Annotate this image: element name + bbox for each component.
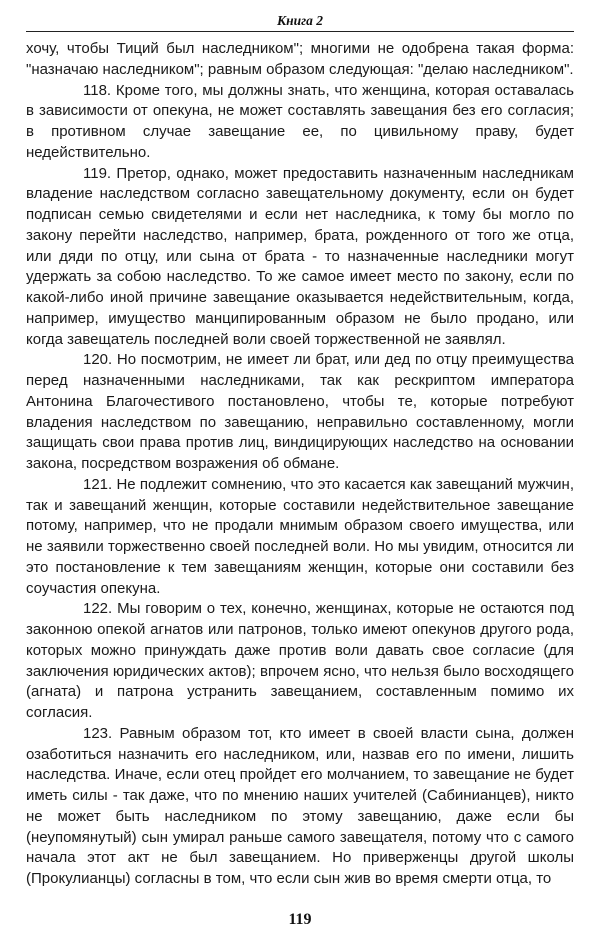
header-rule: [26, 31, 574, 32]
running-head: Книга 2: [276, 13, 324, 28]
paragraph-123: 123. Равным образом тот, кто имеет в своей власти сына, должен озаботиться назначить его наследником, или, назвав его по имени, лишить наследства. Иначе, если отец пройдет его молчанием, то завещание не будет иметь силы - так даже, что по мнению наших учителей (Сабинианцев), никто не может быть наследником по этому завещанию, даже если бы (неупомянутый) сын умирал раньше самого завещателя, потому что с самого начала этот акт не был завещанием. Но приверженцы другой школы (Прокулианцы) согласны в том, что если сын жив во время смерти отца, то: [26, 724, 574, 887]
page-number: 119: [288, 911, 312, 928]
paragraph-118: 118. Кроме того, мы должны знать, что женщина, которая оставалась в зависимости от опекуна, не может составлять завещания без его согласия; в противном случае завещание ее, по цивильному праву, будет недействительно.: [26, 81, 574, 161]
body-text: [26, 39, 574, 890]
paragraph-119: 119. Претор, однако, может предоставить назначенным наследникам владение наследством согласно завещательному документу, если он будет подписан семью свидетелями и если нет наследника, к тому бы могло по закону перейти наследство, например, брата, рожденного от того же отца, или дяди по отцу, или сына от брата - то назначенные наследники могут удержать за собою наследство. То же самое имеет место по закону, если по какой-либо иной причине завещание оказывается недействительным, когда, например, имущество манципированным образом не было продано, или когда завещатель последней воли своей торжественной не заявлял.: [26, 164, 574, 348]
paragraph-122: 122. Мы говорим о тех, конечно, женщинах, которые не остаются под законною опекой агнатов или патронов, только имеют опекунов другого рода, которых можно принуждать даже против воли давать свое согласие (для заключения юридических актов); впрочем ясно, что нельзя было восходящего (агната) и патрона устранить завещанием, составленным помимо их согласия.: [26, 600, 574, 721]
paragraph-continued: хочу, чтобы Тиций был наследником"; многими не одобрена такая форма: "назначаю наследником"; равным образом следующая: "делаю наследником".: [26, 40, 574, 78]
paragraph-120: 120. Но посмотрим, не имеет ли брат, или дед по отцу преимущества перед назначенными наследниками, так как рескриптом императора Антонина Благочестивого постановлено, чтобы те, которые потребуют владения наследством по завещанию, неправильно составленному, могли защищать свои права против лиц, виндицирующих наследство на основании закона, посредством возражения об обмане.: [26, 351, 574, 472]
paragraph-121: 121. Не подлежит сомнению, что это касается как завещаний мужчин, так и завещаний женщин, которые составили недействительное завещание потому, например, что не продали мнимым образом своего имущества, или не заявили торжественно своей последней воли. Но мы увидим, относится ли это постановление к тем завещаниям женщин, которые они составили без соучастия опекуна.: [26, 475, 574, 597]
